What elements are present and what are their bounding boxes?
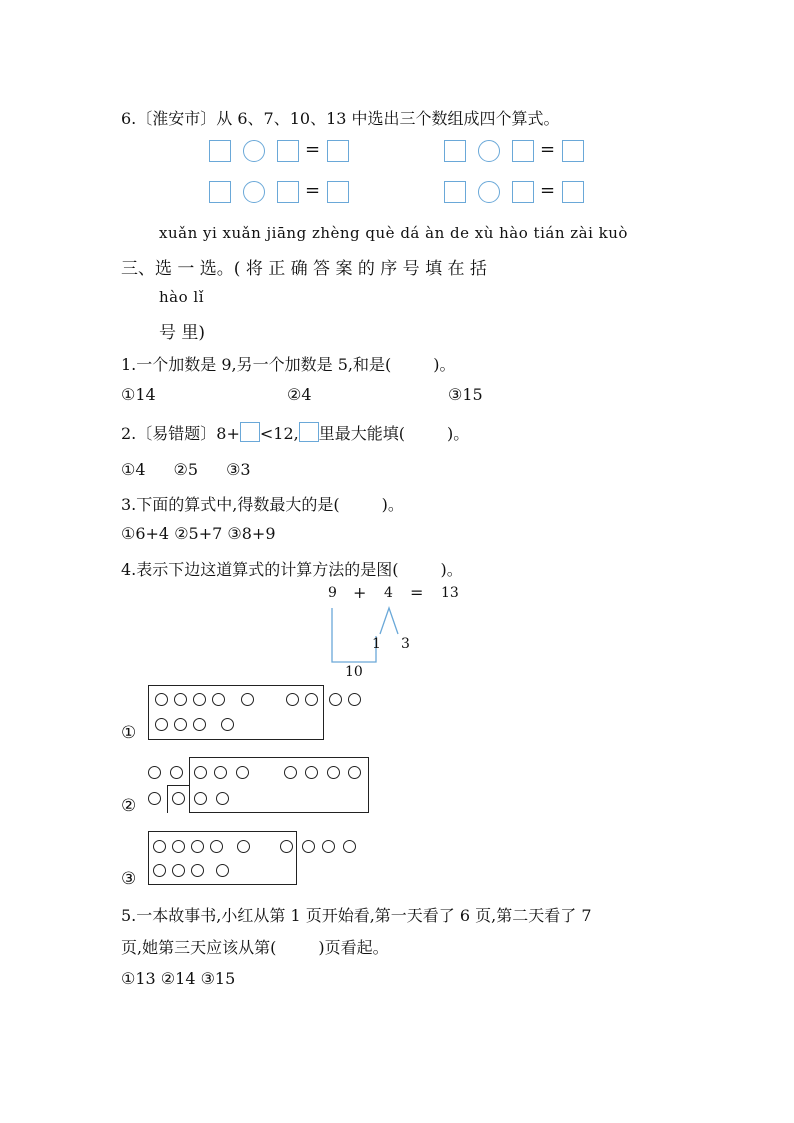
q1-option-1[interactable]: ①14 bbox=[121, 385, 156, 404]
answer-box[interactable] bbox=[512, 181, 534, 203]
equals-sign: = bbox=[540, 180, 556, 201]
operator-circle[interactable] bbox=[478, 181, 500, 203]
counter-circle bbox=[170, 766, 183, 779]
equals-sign: = bbox=[305, 180, 321, 201]
answer-box[interactable] bbox=[277, 181, 299, 203]
section-title-2: 号 里) bbox=[159, 323, 206, 343]
q6-text: 6.〔淮安市〕从 6、7、10、13 中选出三个数组成四个算式。 bbox=[121, 109, 560, 128]
q1-text: 1.一个加数是 9,另一个加数是 5,和是( )。 bbox=[121, 355, 456, 374]
eq-addend-b: 4 bbox=[384, 585, 393, 601]
blank-box[interactable] bbox=[240, 422, 260, 442]
counter-circle bbox=[174, 718, 187, 731]
counter-circle bbox=[302, 840, 315, 853]
eq-addend-a: 9 bbox=[328, 585, 337, 601]
answer-box[interactable] bbox=[512, 140, 534, 162]
q2-option-1[interactable]: ①4 bbox=[121, 460, 146, 479]
counter-circle bbox=[212, 693, 225, 706]
ten-frame bbox=[148, 685, 324, 740]
counter-circle bbox=[193, 693, 206, 706]
counter-circle bbox=[155, 693, 168, 706]
counter-circle bbox=[148, 766, 161, 779]
blank-box[interactable] bbox=[299, 422, 319, 442]
counter-circle bbox=[241, 693, 254, 706]
eq-equals: = bbox=[410, 583, 424, 602]
section-pinyin-2: hào lǐ bbox=[159, 288, 204, 306]
counter-circle bbox=[153, 840, 166, 853]
counter-circle bbox=[221, 718, 234, 731]
split-lines bbox=[320, 600, 420, 670]
split-right: 3 bbox=[401, 636, 410, 652]
answer-box[interactable] bbox=[444, 140, 466, 162]
counter-circle bbox=[172, 864, 185, 877]
split-bottom: 10 bbox=[345, 664, 363, 680]
q5-text-line2: 页,她第三天应该从第( )页看起。 bbox=[121, 938, 389, 957]
counter-circle bbox=[172, 792, 185, 805]
q3-text: 3.下面的算式中,得数最大的是( )。 bbox=[121, 495, 404, 514]
counter-circle bbox=[174, 693, 187, 706]
option-label-1: ① bbox=[121, 723, 137, 743]
counter-circle bbox=[237, 840, 250, 853]
operator-circle[interactable] bbox=[243, 140, 265, 162]
counter-circle bbox=[236, 766, 249, 779]
split-left: 1 bbox=[372, 636, 381, 652]
counter-circle bbox=[305, 766, 318, 779]
answer-box[interactable] bbox=[209, 140, 231, 162]
q2-option-3[interactable]: ③3 bbox=[226, 460, 251, 479]
counter-circle bbox=[210, 840, 223, 853]
answer-box[interactable] bbox=[444, 181, 466, 203]
answer-box[interactable] bbox=[209, 181, 231, 203]
counter-circle bbox=[280, 840, 293, 853]
eq-plus: + bbox=[353, 583, 367, 602]
counter-circle bbox=[194, 766, 207, 779]
q1-option-3[interactable]: ③15 bbox=[448, 385, 483, 404]
q2-option-2[interactable]: ②5 bbox=[173, 460, 199, 479]
ten-frame bbox=[189, 757, 369, 813]
operator-circle[interactable] bbox=[478, 140, 500, 162]
counter-circle bbox=[343, 840, 356, 853]
counter-circle bbox=[216, 864, 229, 877]
counter-circle bbox=[322, 840, 335, 853]
q5-options[interactable]: ①13 ②14 ③15 bbox=[121, 969, 236, 988]
counter-circle bbox=[327, 766, 340, 779]
counter-circle bbox=[148, 792, 161, 805]
counter-circle bbox=[305, 693, 318, 706]
counter-circle bbox=[329, 693, 342, 706]
counter-circle bbox=[191, 840, 204, 853]
q1-option-2[interactable]: ②4 bbox=[287, 385, 312, 404]
section-title: 三、选 一 选。( 将 正 确 答 案 的 序 号 填 在 括 bbox=[121, 259, 487, 279]
counter-circle bbox=[214, 766, 227, 779]
counter-circle bbox=[155, 718, 168, 731]
counter-circle bbox=[172, 840, 185, 853]
counter-circle bbox=[191, 864, 204, 877]
section-pinyin: xuǎn yi xuǎn jiāng zhèng què dá àn de xù hào tián zài kuò bbox=[159, 224, 628, 242]
counter-circle bbox=[194, 792, 207, 805]
answer-box[interactable] bbox=[327, 140, 349, 162]
answer-box[interactable] bbox=[562, 181, 584, 203]
answer-box[interactable] bbox=[327, 181, 349, 203]
counter-circle bbox=[193, 718, 206, 731]
option-label-2: ② bbox=[121, 796, 137, 816]
option-label-3: ③ bbox=[121, 869, 137, 889]
counter-circle bbox=[153, 864, 166, 877]
counter-circle bbox=[348, 766, 361, 779]
q3-options[interactable]: ①6+4 ②5+7 ③8+9 bbox=[121, 524, 276, 543]
answer-box[interactable] bbox=[562, 140, 584, 162]
counter-circle bbox=[284, 766, 297, 779]
q4-text: 4.表示下边这道算式的计算方法的是图( )。 bbox=[121, 560, 463, 579]
equals-sign: = bbox=[305, 139, 321, 160]
equals-sign: = bbox=[540, 139, 556, 160]
q5-text-line1: 5.一本故事书,小红从第 1 页开始看,第一天看了 6 页,第二天看了 7 bbox=[121, 906, 592, 925]
counter-circle bbox=[286, 693, 299, 706]
eq-sum: 13 bbox=[441, 585, 459, 601]
operator-circle[interactable] bbox=[243, 181, 265, 203]
answer-box[interactable] bbox=[277, 140, 299, 162]
counter-circle bbox=[216, 792, 229, 805]
counter-circle bbox=[348, 693, 361, 706]
q2-text: 2.〔易错题〕8+ <12, 里最大能填( )。 bbox=[121, 424, 470, 443]
q2-options bbox=[121, 460, 251, 479]
